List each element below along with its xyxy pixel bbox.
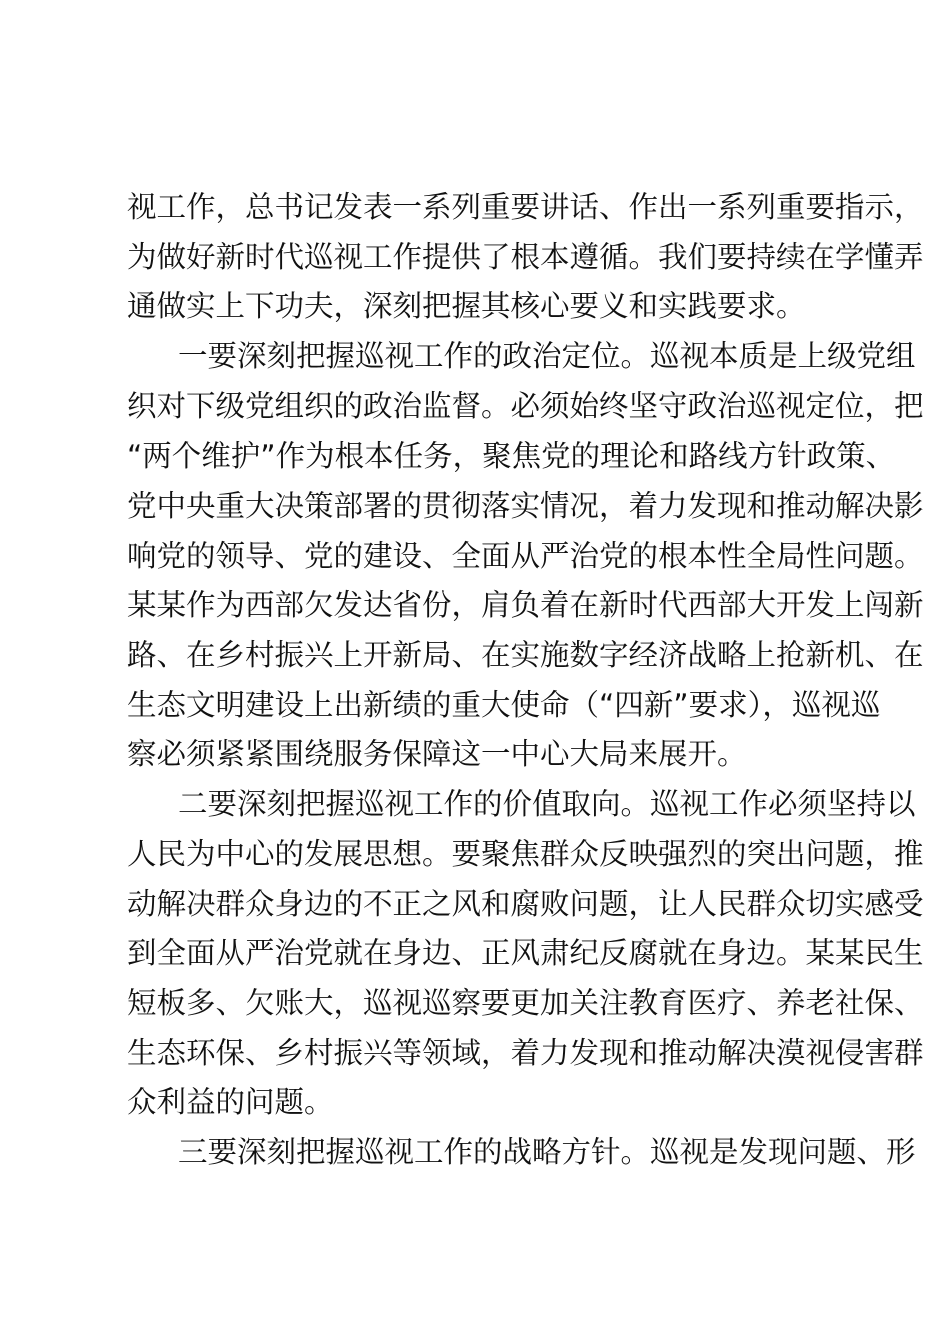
text-line: 某某作为西部欠发达省份，肩负着在新时代西部大开发上闯新 — [127, 588, 924, 622]
text-line: 众利益的问题。 — [127, 1085, 334, 1119]
text-line: 响党的领导、党的建设、全面从严治党的根本性全局性问题。 — [127, 539, 924, 573]
text-line: “两个维护”作为根本任务，聚焦党的理论和路线方针政策、 — [127, 439, 896, 473]
text-line: 生态环保、乡村振兴等领域，着力发现和推动解决漠视侵害群 — [127, 1036, 924, 1070]
text-line: 视工作，总书记发表一系列重要讲话、作出一系列重要指示， — [127, 190, 924, 224]
text-line: 人民为中心的发展思想。要聚焦群众反映强烈的突出问题，推 — [127, 837, 924, 871]
paragraph-heading-line: 三要深刻把握巡视工作的战略方针。巡视是发现问题、形 — [178, 1135, 916, 1169]
text-line: 通做实上下功夫，深刻把握其核心要义和实践要求。 — [127, 289, 806, 323]
text-line: 察必须紧紧围绕服务保障这一中心大局来展开。 — [127, 737, 747, 771]
text-line: 为做好新时代巡视工作提供了根本遵循。我们要持续在学懂弄 — [127, 240, 924, 274]
paragraph-heading-line: 二要深刻把握巡视工作的价值取向。巡视工作必须坚持以 — [178, 787, 916, 821]
text-line: 生态文明建设上出新绩的重大使命（“四新”要求），巡视巡 — [127, 688, 881, 722]
text-line: 短板多、欠账大，巡视巡察要更加关注教育医疗、养老社保、 — [127, 986, 924, 1020]
text-line: 织对下级党组织的政治监督。必须始终坚守政治巡视定位，把 — [127, 389, 924, 423]
text-line: 到全面从严治党就在身边、正风肃纪反腐就在身边。某某民生 — [127, 936, 924, 970]
paragraph-heading-line: 一要深刻把握巡视工作的政治定位。巡视本质是上级党组 — [178, 339, 916, 373]
text-line: 动解决群众身边的不正之风和腐败问题，让人民群众切实感受 — [127, 887, 924, 921]
text-line: 党中央重大决策部署的贯彻落实情况，着力发现和推动解决影 — [127, 489, 924, 523]
text-line: 路、在乡村振兴上开新局、在实施数字经济战略上抢新机、在 — [127, 638, 924, 672]
